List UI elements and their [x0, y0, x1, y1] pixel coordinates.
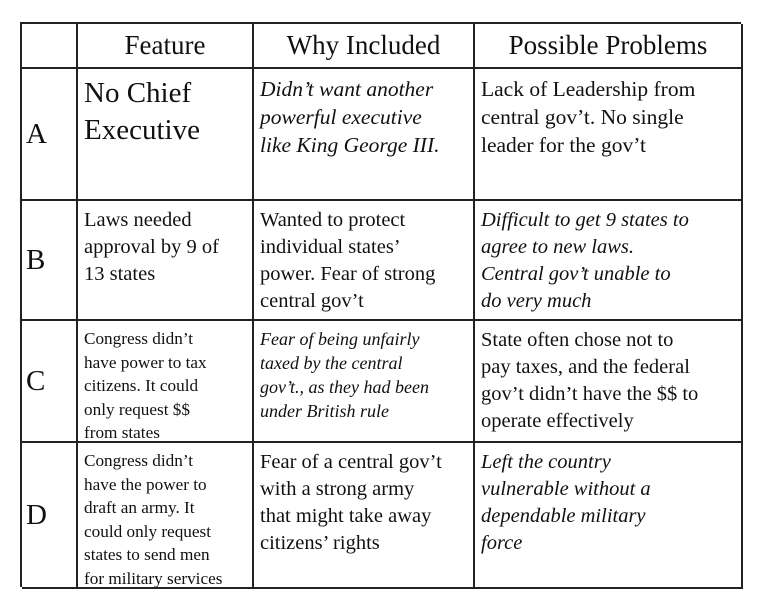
row-b-feature: Laws needed approval by 9 of 13 states [78, 201, 254, 321]
row-c-why-included: Fear of being unfairly taxed by the central gov’t., as they had been under British rule [254, 321, 475, 443]
row-label-b: B [22, 201, 78, 321]
row-a-feature: No Chief Executive [78, 69, 254, 201]
header-feature: Feature [78, 24, 254, 69]
header-why-included: Why Included [254, 24, 475, 69]
row-b-why-included: Wanted to protect individual states’ power. Fear of strong central gov’t [254, 201, 475, 321]
row-a-possible-problems: Lack of Leadership from central gov’t. No single leader for the gov’t [475, 69, 743, 201]
row-b-possible-problems: Difficult to get 9 states to agree to new laws. Central gov’t unable to do very much [475, 201, 743, 321]
row-c-feature: Congress didn’t have power to tax citizens. It could only request $$ from states [78, 321, 254, 443]
articles-weaknesses-table [20, 22, 741, 587]
row-label-c: C [22, 321, 78, 443]
row-a-why-included: Didn’t want another powerful executive like King George III. [254, 69, 475, 201]
row-label-d: D [22, 443, 78, 589]
row-d-possible-problems: Left the country vulnerable without a dependable military force [475, 443, 743, 589]
header-possible-problems: Possible Problems [475, 24, 743, 69]
row-label-a: A [22, 69, 78, 201]
row-c-possible-problems: State often chose not to pay taxes, and the federal gov’t didn’t have the $$ to operate effectively [475, 321, 743, 443]
row-d-feature: Congress didn’t have the power to draft an army. It could only request states to send men for military services [78, 443, 254, 589]
row-d-why-included: Fear of a central gov’t with a strong army that might take away citizens’ rights [254, 443, 475, 589]
header-blank-cell [22, 24, 78, 69]
